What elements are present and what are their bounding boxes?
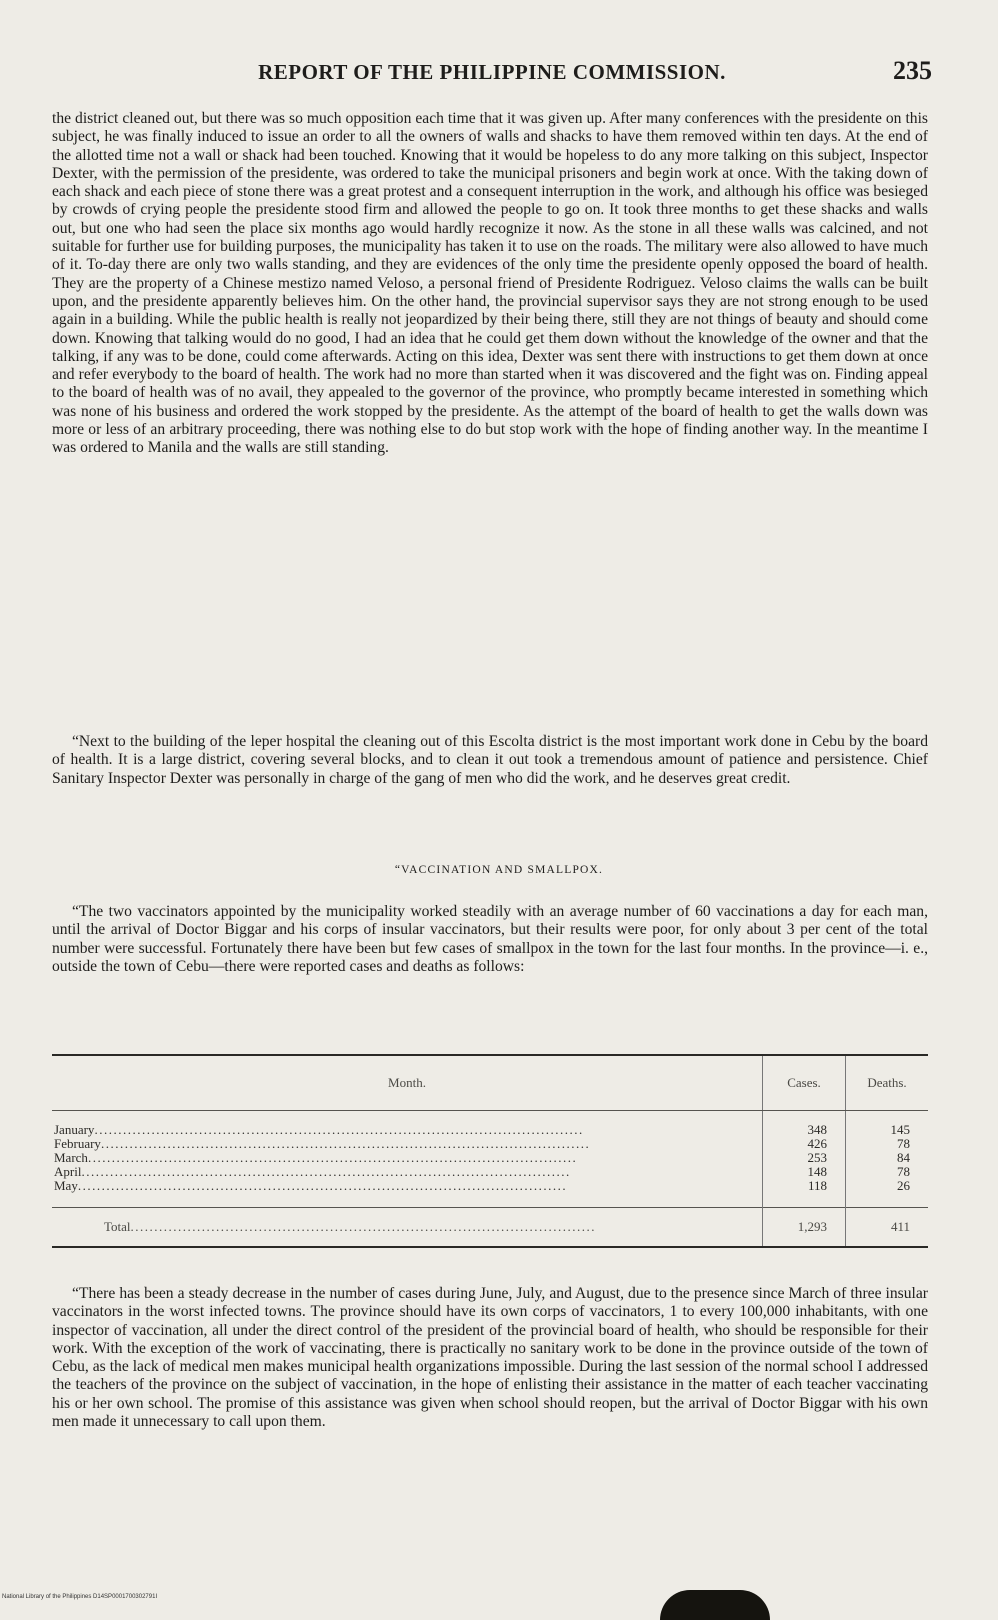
total-deaths-cell: 411 (846, 1208, 929, 1248)
deaths-cell: 78 (846, 1137, 929, 1151)
total-label-cell: Total.................................................................................................. (52, 1208, 763, 1248)
cases-cell: 426 (763, 1137, 846, 1151)
deaths-cell: 84 (846, 1151, 929, 1165)
body-paragraph-4: “There has been a steady decrease in the number of cases during June, July, and August, due to the presence since March of three insular vaccinators in the worst infected towns. The province should have its own corps of vaccinators, 1 to every 100,000 inhabitants, with one inspector of vaccination, all under the direct control of the president of the provincial board of health, who should be responsible for their work. With the exception of the work of vaccinating, there is practically no sanitary work to be done in the province outside of the town of Cebu, as the lack of medical men makes municipal health organizations impossible. During the last session of the normal school I addressed the teachers of the province on the subject of vaccination, in the hope of enlisting their assistance in the matter of each teacher vaccinating his or her own school. The promise of this assistance was given when school should reopen, but the arrival of Doctor Biggar with his own men made it unnecessary to call upon them. (52, 1285, 928, 1431)
footer-credit: National Library of the Philippines D14SP0001700302791I (2, 1594, 158, 1600)
running-head: REPORT OF THE PHILIPPINE COMMISSION. (258, 60, 726, 84)
table-total-row (52, 1208, 928, 1248)
table-row (52, 1179, 928, 1208)
month-cell: May....................................................................................................... (54, 1179, 568, 1193)
body-paragraph-1: the district cleaned out, but there was so much opposition each time that it was given up. After many conferences with the presidente on this subject, he was finally induced to issue an order to all the owners of walls and shacks to have them removed within ten days. At the end of the allotted time not a wall or shack had been touched. Knowing that it would be hopeless to do any more talking on this subject, Inspector Dexter, with the permission of the presidente, was ordered to take the municipal prisoners and begin work at once. With the taking down of each shack and each piece of stone there was a great protest and a consequent interruption in the work, and although his office was besieged by crowds of crying people the presidente stood firm and allowed the people to go on. It took three months to get these shacks and walls out, but one who had seen the place six months ago would hardly recognize it now. As the stone in all these walls was calcined, and not suitable for further use for building purposes, the municipality has taken it to use on the roads. The military were also allowed to have much of it. To-day there are only two walls standing, and they are evidences of the only time the presidente openly opposed the board of health. They are the property of a Chinese mestizo named Veloso, a personal friend of Presidente Rodriguez. Veloso claims the walls can be built upon, and the presidente apparently believes him. On the other hand, the provincial supervisor says they are not strong enough to be used again in a building. While the public health is really not jeopardized by their being there, still they are not things of beauty and should come down. Knowing that talking would do no good, I had an idea that he could get them down without the knowledge of the owner and that the talking, if any was to be done, could come afterwards. Acting on this idea, Dexter was sent there with instructions to get them down at once and refer everybody to the board of health. The work had no more than started when it was discovered and the fight was on. Finding appeal to the board of health was of no avail, they appealed to the governor of the province, who promptly became interested in something which was none of his business and ordered the work stopped by the presidente. As the attempt of the board of health to get the walls down was more or less of an arbitrary proceeding, there was nothing else to do but stop work with the hope of finding another way. In the meantime I was ordered to Manila and the walls are still standing. (52, 110, 928, 457)
deaths-cell: 26 (846, 1179, 929, 1208)
month-cell: March....................................................................................................... (54, 1151, 578, 1165)
table-row (52, 1137, 928, 1151)
header-deaths: Deaths. (846, 1055, 929, 1111)
body-paragraph-3: “The two vaccinators appointed by the municipality worked steadily with an average number of 60 vaccinations a day for each man, until the arrival of Doctor Biggar and his corps of insular vaccinators, but their results were poor, for only about 3 per cent of the total number were successful. Fortunately there have been but few cases of smallpox in the town for the last four months. In the province—i. e., outside the town of Cebu—there were reported cases and deaths as follows: (52, 903, 928, 975)
month-cell: February....................................................................................................... (54, 1137, 591, 1151)
deaths-cell: 78 (846, 1165, 929, 1179)
body-paragraph-2: “Next to the building of the leper hospital the cleaning out of this Escolta district is the most important work done in Cebu by the board of health. It is a large district, covering several blocks, and to clean it out took a tremendous amount of patience and persistence. Chief Sanitary Inspector Dexter was personally in charge of the gang of men who did the work, and he deserves great credit. (52, 733, 928, 787)
smallpox-table (52, 1054, 928, 1248)
deaths-cell: 145 (846, 1111, 929, 1138)
cases-cell: 348 (763, 1111, 846, 1138)
total-cases-cell: 1,293 (763, 1208, 846, 1248)
table-header-row (52, 1055, 928, 1111)
section-heading: “VACCINATION AND SMALLPOX. (394, 864, 604, 876)
month-cell: April....................................................................................................... (54, 1165, 571, 1179)
cases-cell: 148 (763, 1165, 846, 1179)
page-number: 235 (893, 56, 932, 85)
month-cell: January....................................................................................................... (54, 1122, 584, 1137)
page-header (52, 56, 932, 96)
table-row (52, 1165, 928, 1179)
header-cases: Cases. (763, 1055, 846, 1111)
table-row (52, 1111, 928, 1138)
scan-smudge (660, 1590, 770, 1620)
table-row (52, 1151, 928, 1165)
header-month: Month. (52, 1055, 763, 1111)
cases-cell: 253 (763, 1151, 846, 1165)
cases-cell: 118 (763, 1179, 846, 1208)
